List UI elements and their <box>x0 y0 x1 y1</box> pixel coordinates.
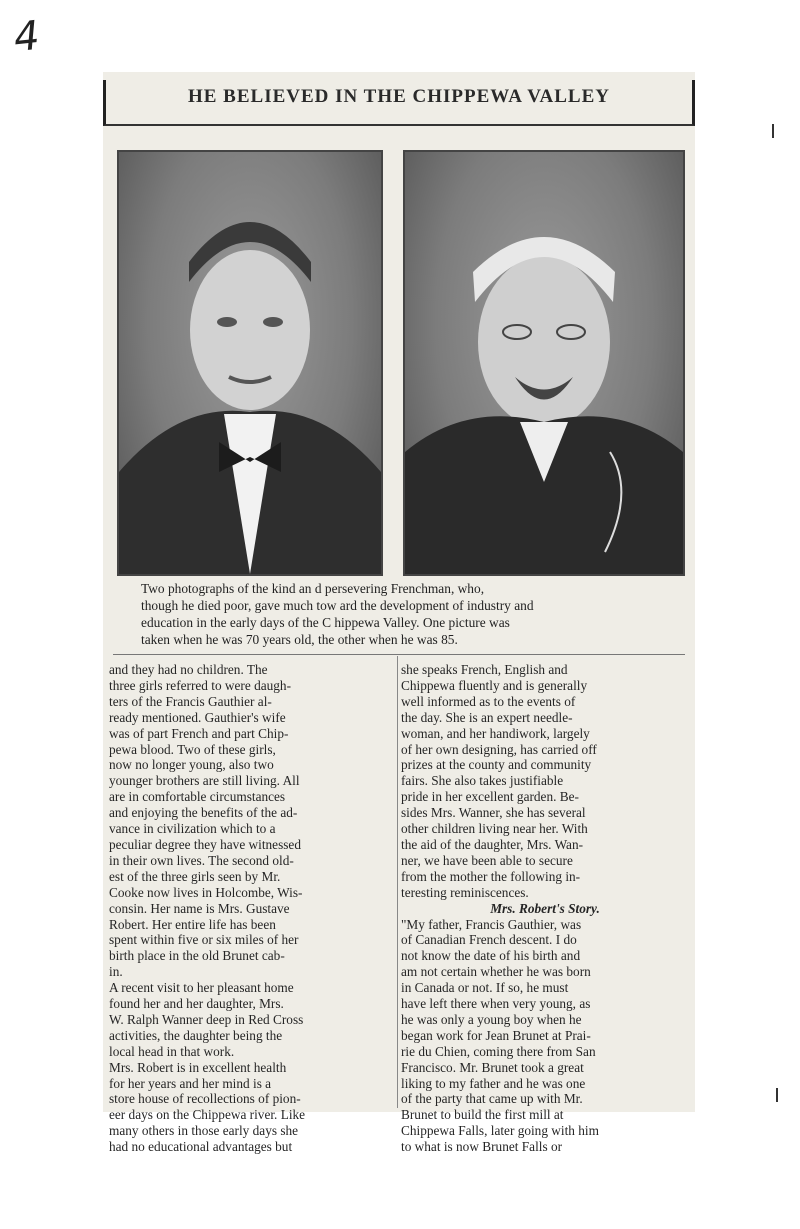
newspaper-clipping <box>103 72 695 1155</box>
article-line: to what is now Brunet Falls or <box>401 1139 563 1155</box>
article-line: had no educational advantages but <box>109 1139 293 1155</box>
article-line: of the party that came up with Mr. <box>401 1091 583 1107</box>
article-line: activities, the daughter being the <box>109 1027 283 1043</box>
article-line: well informed as to the events of <box>401 693 576 709</box>
article-line: not know the date of his birth and <box>401 948 581 964</box>
article-line: from the mother the following in- <box>401 868 581 884</box>
article-line: of her own designing, has carried off <box>401 741 597 757</box>
article-line: the aid of the daughter, Mrs. Wan- <box>401 836 584 852</box>
article-line: prizes at the county and community <box>401 757 592 773</box>
article-line: Brunet to build the first mill at <box>401 1107 564 1123</box>
article-line: am not certain whether he was born <box>401 964 591 980</box>
article-line: found her and her daughter, Mrs. <box>109 996 284 1012</box>
article-line: are in comfortable circumstances <box>109 789 286 805</box>
portrait-photo-icon <box>119 152 381 574</box>
article-line: many others in those early days she <box>109 1123 299 1139</box>
article-line: began work for Jean Brunet at Prai- <box>401 1027 591 1043</box>
article-line: Francisco. Mr. Brunet took a great <box>401 1059 584 1075</box>
caption-line: Two photographs of the kind an d persevering Frenchman, who, <box>141 581 485 596</box>
article-subhead: Mrs. Robert's Story. <box>490 900 600 916</box>
article-line: ters of the Francis Gauthier al- <box>109 693 272 709</box>
article-line: three girls referred to were daugh- <box>109 677 292 693</box>
article-line: "My father, Francis Gauthier, was <box>401 916 582 932</box>
article-line: ready mentioned. Gauthier's wife <box>109 709 286 725</box>
article-line: peculiar degree they have witnessed <box>109 836 301 852</box>
article-line: rie du Chien, coming there from San <box>401 1043 596 1059</box>
article-line: pewa blood. Two of these girls, <box>109 741 276 757</box>
caption-line: taken when he was 70 years old, the other when he was 85. <box>141 632 458 647</box>
article-line: Cooke now lives in Holcombe, Wis- <box>109 884 303 900</box>
section-rule <box>113 654 685 655</box>
article-line: Chippewa fluently and is generally <box>401 677 588 693</box>
article-line: he was only a young boy when he <box>401 1011 582 1027</box>
article-line: other children living near her. With <box>401 821 588 837</box>
article-line: Chippewa Falls, later going with him <box>401 1123 599 1139</box>
article-line: eer days on the Chippewa river. Like <box>109 1107 306 1123</box>
photo-caption <box>141 580 685 648</box>
article-line: teresting reminiscences. <box>401 884 529 900</box>
article-line: A recent visit to her pleasant home <box>109 980 294 996</box>
article-line: and they had no children. The <box>109 662 268 677</box>
article-line: est of the three girls seen by Mr. <box>109 868 281 884</box>
article-line: fairs. She also takes justifiable <box>401 773 564 789</box>
article-line: Robert. Her entire life has been <box>109 916 276 932</box>
margin-mark <box>772 124 774 138</box>
article-column-right <box>401 662 689 1155</box>
article-line: in. <box>109 964 123 980</box>
margin-mark <box>776 1088 778 1102</box>
article-line: of Canadian French descent. I do <box>401 932 577 948</box>
headline: HE BELIEVED IN THE CHIPPEWA VALLEY <box>187 86 611 107</box>
article-line: spent within five or six miles of her <box>109 932 299 948</box>
article-line: for her years and her mind is a <box>109 1075 272 1091</box>
article-line: younger brothers are still living. All <box>109 773 300 789</box>
article-line: ner, we have been able to secure <box>401 852 573 868</box>
article-line: was of part French and part Chip- <box>109 725 289 741</box>
article-line: and enjoying the benefits of the ad- <box>109 805 298 821</box>
article-line: local head in that work. <box>109 1043 235 1059</box>
article-line: liking to my father and he was one <box>401 1075 586 1091</box>
page-number: 4 <box>11 12 42 62</box>
article-line: vance in civilization which to a <box>109 821 276 837</box>
article-line: pride in her excellent garden. Be- <box>401 789 579 805</box>
article-line: birth place in the old Brunet cab- <box>109 948 285 964</box>
article-line: W. Ralph Wanner deep in Red Cross <box>109 1011 304 1027</box>
caption-line: though he died poor, gave much tow ard the development of industry and <box>141 598 534 613</box>
article-line: have left there when very young, as <box>401 996 591 1012</box>
article-line: store house of recollections of pion- <box>109 1091 301 1107</box>
article-line: in Canada or not. If so, he must <box>401 980 569 996</box>
portrait-photo-icon <box>405 152 683 574</box>
article-column-left <box>109 662 395 1155</box>
column-divider <box>397 656 398 1108</box>
article-line: she speaks French, English and <box>401 662 568 677</box>
article-line: Mrs. Robert is in excellent health <box>109 1059 287 1075</box>
article-line: sides Mrs. Wanner, she has several <box>401 805 586 821</box>
article-line: in their own lives. The second old- <box>109 852 294 868</box>
portrait-photo-right <box>403 150 685 576</box>
article-line: woman, and her handiwork, largely <box>401 725 590 741</box>
article-line: consin. Her name is Mrs. Gustave <box>109 900 290 916</box>
portrait-photo-left <box>117 150 383 576</box>
article-line: the day. She is an expert needle- <box>401 709 573 725</box>
caption-line: education in the early days of the C hippewa Valley. One picture was <box>141 615 510 630</box>
article-line: now no longer young, also two <box>109 757 274 773</box>
